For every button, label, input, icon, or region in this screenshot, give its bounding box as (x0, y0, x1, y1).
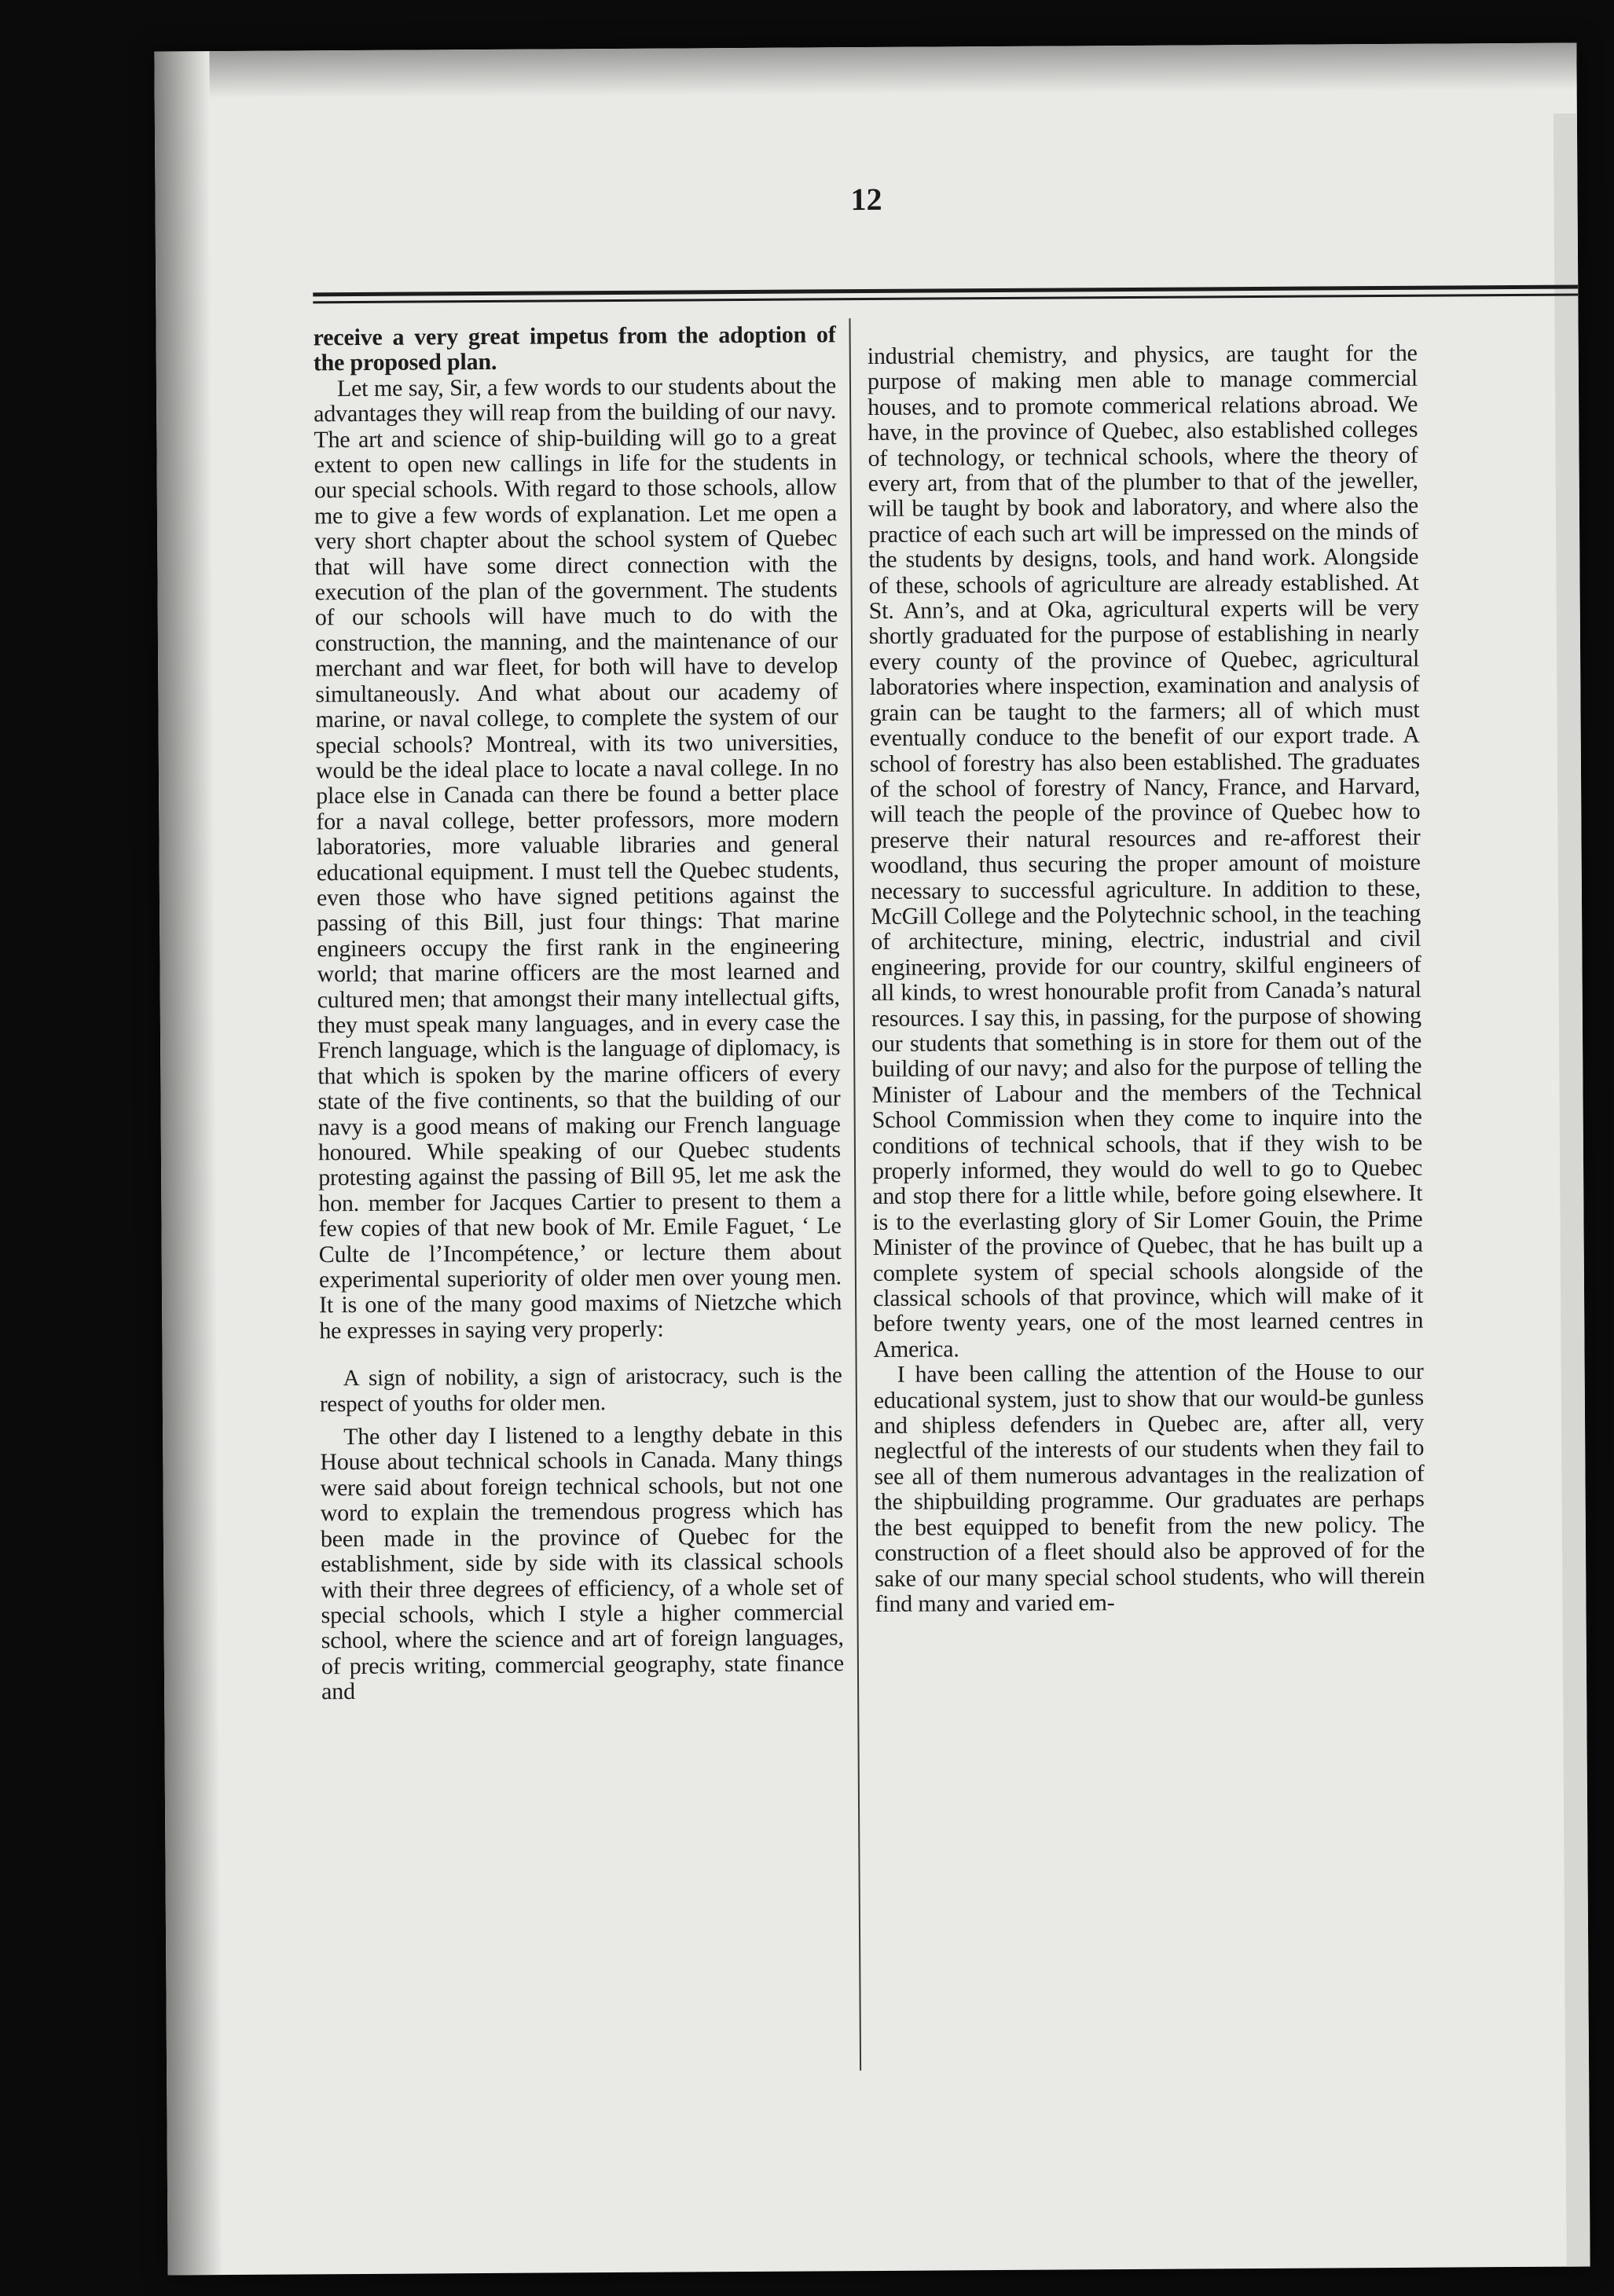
left-paragraph-1: receive a very great impetus from the adoption of the proposed plan. (313, 321, 836, 376)
column-divider (849, 318, 861, 2070)
scanned-page (154, 42, 1590, 2275)
left-paragraph-3: The other day I listened to a lengthy debate in this House about technical schools in Canada. Many things were said about foreign technical schools, but not one word to explain the tremendous progress which has been made in the province of Quebec for the establishment, side by side with its classical schools with their three degrees of efficiency, of a whole set of special schools, which I style a higher commercial school, where the science and art of foreign languages, of precis writing, commercial geography, state finance and (320, 1421, 845, 1705)
page-number: 12 (850, 181, 882, 218)
right-paragraph-2: I have been calling the attention of the House to our educational system, just to show that our would-be gunless and shipless defenders in Quebec are, after all, very neglectful of the interests of our students when they fail to see all of them numerous advantages in the realization of the shipbuilding programme. Our graduates are perhaps the best equipped to benefit from the new policy. The construction of a fleet should also be approved of for the sake of our many special school students, who will therein find many and varied em- (873, 1358, 1425, 1617)
adjacent-page-edge (1553, 113, 1590, 2275)
right-paragraph-1: industrial chemistry, and physics, are taught for the purpose of making men able to manage commercial houses, and to promote commerical relations abroad. We have, in the province of Quebec, also established colleges of technology, or technical schools, where the theory of every art, from that of the plumber to that of the jeweller, will be taught by book and laboratory, and where also the practice of each such art will be impressed on the minds of the students by designs, tools, and hand work. Alongside of these, schools of agriculture are already established. At St. Ann’s, and at Oka, agricultural experts will be very shortly graduated for the purpose of establishing in nearly every county of the province of Quebec, agricultural laboratories where inspection, examination and analysis of grain can be taught to the farmers; all of which must eventually conduce to the benefit of our export trade. A school of forestry has also been established. The graduates of the school of forestry of Nancy, France, and Harvard, will teach the people of the province of Quebec how to preserve their natural resources and re-afforest their woodland, thus securing the proper amount of moisture necessary to successful agriculture. In addition to these, McGill College and the Polytechnic school, in the teaching of architecture, mining, electric, industrial and civil engineering, provide for our country, skilful engineers of all kinds, to wrest honourable profit from Canada’s natural resources. I say this, in passing, for the purpose of showing our students that something is in store for them out of the building of our navy; and also for the purpose of telling the Minister of Labour and the members of the Technical School Commission when they come to inquire into the conditions of technical schools, that if they wish to be properly informed, they would do well to go to Quebec and stop there for a little while, before going elsewhere. It is to the everlasting glory of Sir Lomer Gouin, the Prime Minister of the province of Quebec, that he has built up a complete system of special schools alongside of the classical schools of that province, which will make of it before twenty years, one of the most learned centres in America. (867, 339, 1424, 1363)
left-paragraph-2: Let me say, Sir, a few words to our students about the advantages they will reap from the building of our navy. The art and science of ship-building will go to a great extent to open new callings in life for the students in our special schools. With regard to those schools, allow me to give a few words of explanation. Let me open a very short chapter about the school system of Quebec that will have some direct connection with the execution of the plan of the government. The students of our schools will have much to do with the construction, the manning, and the maintenance of our merchant and war fleet, for both will have to develop simultaneously. And what about our academy of marine, or naval college, to complete the system of our special schools? Montreal, with its two universities, would be the ideal place to locate a naval college. In no place else in Canada can there be found a better place for a naval college, better professors, more modern laboratories, more valuable libraries and general educational equipment. I must tell the Quebec students, even those who have signed petitions against the passing of this Bill, just four things: That marine engineers occupy the first rank in the engineering world; that marine officers are the most learned and cultured men; that amongst their many intellectual gifts, they must speak many languages, and in every case the French language, which is the language of diplomacy, is that which is spoken by the marine officers of every state of the five continents, so that the building of our navy is a good means of making our French language honoured. While speaking of our Quebec students protesting against the passing of Bill 95, let me ask the hon. member for Jacques Cartier to present to them a few copies of that new book of Mr. Emile Faguet, ‘ Le Culte de l’Incompétence,’ or lecture them about experimental superiority of older men over young men. It is one of the many good maxims of Nietzche which he expresses in saying very properly: (314, 372, 842, 1344)
page-binding-shadow (154, 51, 222, 2275)
left-column (314, 322, 845, 1705)
right-column (868, 341, 1425, 1618)
page-top-shadow (154, 42, 1576, 98)
nietzsche-quote: A sign of nobility, a sign of aristocracy, such is the respect of youths for older men. (319, 1363, 842, 1417)
